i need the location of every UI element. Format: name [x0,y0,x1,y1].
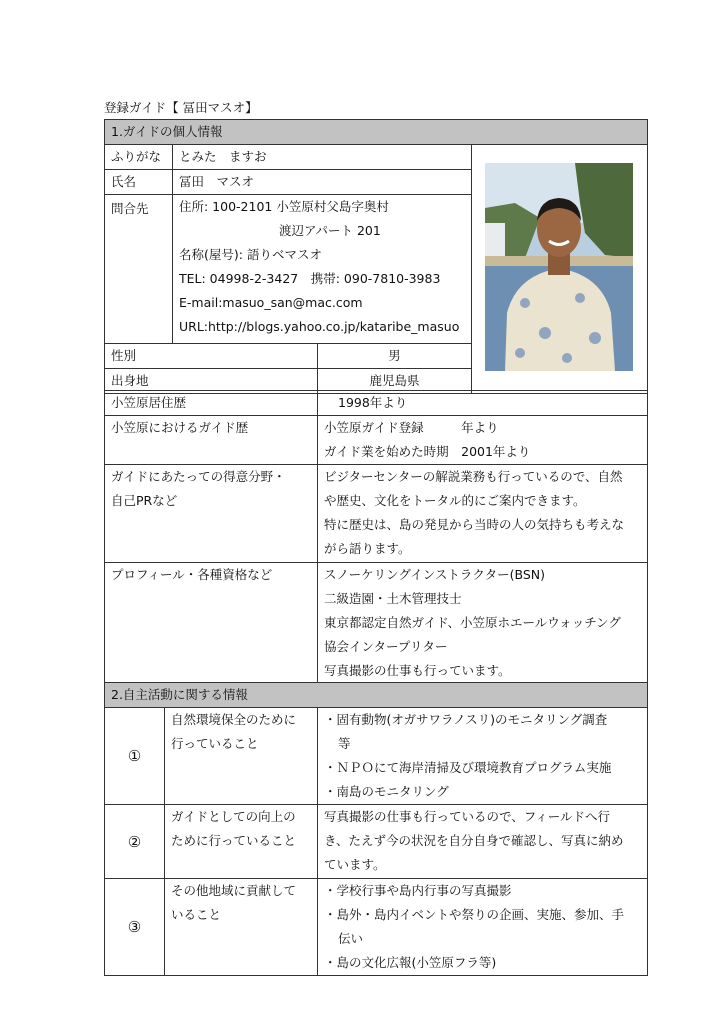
specialty-line: がら語ります。 [324,541,411,556]
activity-label-line: 自然環境保全のために [171,712,297,727]
activity-line: 写真撮影の仕事も行っているので、フィールドへ行 [324,809,611,824]
guide-info-table-2 [104,390,648,685]
birthplace-label: 出身地 [105,369,318,394]
section-personal-info: 1.ガイドの個人情報 [105,120,648,145]
specialty-label [105,465,318,563]
guide-portrait [485,163,633,371]
activity-line: 等 [338,736,351,751]
gender-label: 性別 [105,344,318,369]
activity-number: ① [105,708,165,805]
specialty-label-1: ガイドにあたっての得意分野・ [111,469,286,484]
page-title: 登録ガイド【 冨田マスオ】 [104,100,258,115]
history-line-1: 小笠原ガイド登録 年より [324,420,499,435]
activity-details [318,879,648,976]
profile-line: スノーケリングインストラクター(BSN) [324,567,546,582]
name-label: 氏名 [105,170,173,195]
activity-label-line: その他地域に貢献して [171,883,297,898]
activity-details [318,708,648,805]
activity-number: ③ [105,879,165,976]
history-value [318,416,648,465]
activity-line: ています。 [324,857,386,872]
activity-line: ・島外・島内イベントや祭りの企画、実施、参加、手 [324,907,625,922]
name-value: 冨田 マスオ [173,170,472,195]
contact-shop-name: 名称(屋号): 語りベマスオ [179,247,322,262]
activity-label-line: いること [171,907,222,922]
specialty-line: や歴史、文化をトータル的にご案内できます。 [324,493,586,508]
profile-label: プロフィール・各種資格など [105,563,318,685]
profile-line: 協会インタープリター [324,639,448,654]
profile-line: 写真撮影の仕事も行っています。 [324,663,511,678]
activity-label-line: ために行っていること [171,833,297,848]
contact-label: 問合先 [105,195,173,344]
activity-label [165,708,318,805]
activities-table [104,682,648,976]
activity-number: ② [105,805,165,879]
residence-label: 小笠原居住歴 [105,391,318,416]
activity-label [165,879,318,976]
specialty-line: 特に歴史は、島の発見から当時の人の気持ちも考えな [324,517,625,532]
activity-label-line: 行っていること [171,736,259,751]
profile-line: 東京都認定自然ガイド、小笠原ホエールウォッチング [324,615,621,630]
activity-line: ・南島のモニタリング [324,784,449,799]
gender-value: 男 [318,344,472,369]
activity-line: ・島の文化広報(小笠原フラ等) [324,955,497,970]
activity-line: ・固有動物(オガサワラノスリ)のモニタリング調査 [324,712,608,727]
contact-details [173,195,472,344]
history-line-2: ガイド業を始めた時期 2001年より [324,444,531,459]
birthplace-value: 鹿児島県 [318,369,472,394]
activity-line: 伝い [338,931,364,946]
guide-info-table [104,119,648,394]
contact-address2: 渡辺アパート 201 [279,223,381,238]
activity-label [165,805,318,879]
specialty-label-2: 自己PRなど [111,493,178,508]
section-activities: 2.自主活動に関する情報 [105,683,648,708]
specialty-line: ビジターセンターの解説業務も行っているので、自然 [324,469,623,484]
photo-cell [472,145,648,394]
profile-value [318,563,648,685]
contact-email[interactable]: E-mail:masuo_san@mac.com [179,295,363,310]
history-label: 小笠原におけるガイド歴 [105,416,318,465]
contact-url[interactable]: URL:http://blogs.yahoo.co.jp/kataribe_masuo [179,319,460,334]
contact-address1: 住所: 100-2101 小笠原村父島字奥村 [179,199,389,214]
activity-line: ・学校行事や島内行事の写真撮影 [324,883,512,898]
profile-line: 二級造園・土木管理技士 [324,591,462,606]
furigana-value: とみた ますお [173,145,472,170]
activity-line: ・ＮＰＯにて海岸清掃及び環境教育プログラム実施 [324,760,612,775]
residence-value: 1998年より [318,391,648,416]
specialty-value [318,465,648,563]
contact-phone: TEL: 04998-2-3427 携帯: 090-7810-3983 [179,271,441,286]
activity-line: き、たえず今の状況を自分自身で確認し、写真に納め [324,833,624,848]
furigana-label: ふりがな [105,145,173,170]
activity-label-line: ガイドとしての向上の [171,809,296,824]
activity-details [318,805,648,879]
